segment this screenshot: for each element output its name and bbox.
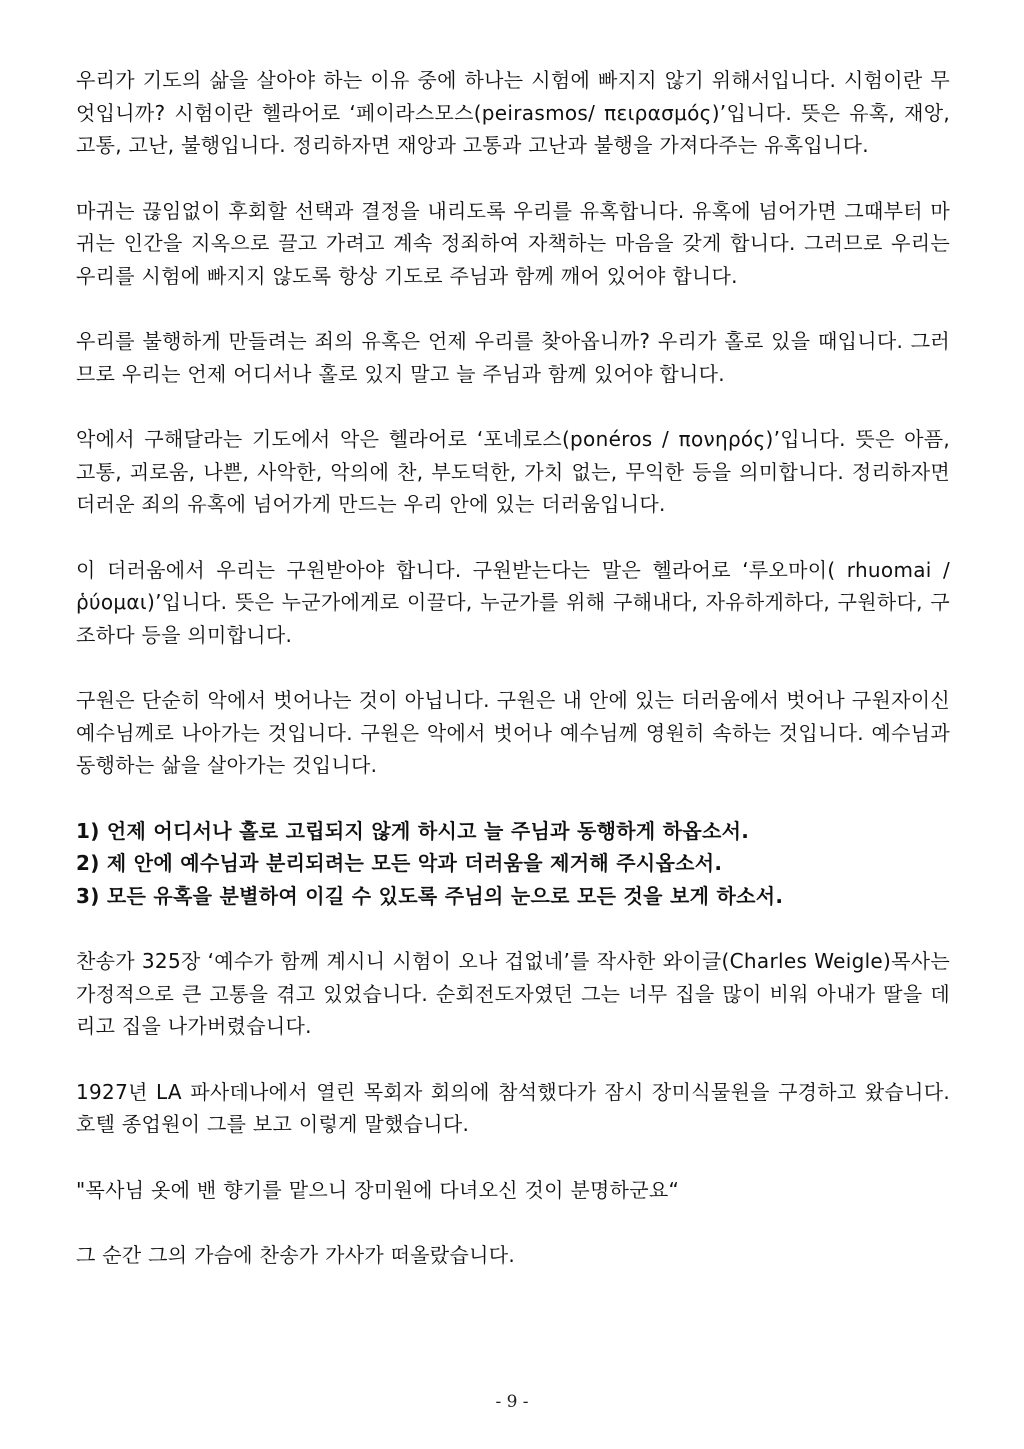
paragraph-lyrics-came: 그 순간 그의 가슴에 찬송가 가사가 떠올랐습니다. <box>76 1243 516 1267</box>
paragraph-quote: "목사님 옷에 밴 향기를 맡으니 장미원에 다녀오신 것이 분명하군요“ <box>76 1177 680 1202</box>
paragraph-salvation-definition: 이 더러움에서 우리는 구원받아야 합니다. 구원받는다는 말은 헬라어로 ‘루오마이( rhuomai / ῥύομαι)’입니다. 뜻은 누군가에게로 이끌다, 누군가를 위해 구해내다, 자유하게하다, 구원하다, 구조하다 등을 의미합니다. <box>76 557 950 647</box>
prayer-item-3: 3) 모든 유혹을 분별하여 이길 수 있도록 주님의 눈으로 모든 것을 보게 하소서. <box>76 883 784 908</box>
prayer-item-2: 2) 제 안에 예수님과 분리되려는 모든 악과 더러움을 제거해 주시옵소서. <box>76 851 723 875</box>
paragraph-when-alone: 우리를 불행하게 만들려는 죄의 유혹은 언제 우리를 찾아옵니까? 우리가 홀로 있을 때입니다. 그러므로 우리는 언제 어디서나 홀로 있지 말고 늘 주님과 함께 있어야 합니다. <box>76 329 950 386</box>
page-number: - 9 - <box>495 1392 529 1412</box>
paragraph-pasadena: 1927년 LA 파사데나에서 열린 목회자 회의에 참석했다가 잠시 장미식물원을 구경하고 왔습니다. 호텔 종업원이 그를 보고 이렇게 말했습니다. <box>76 1079 950 1136</box>
paragraph-evil-definition: 악에서 구해달라는 기도에서 악은 헬라어로 ‘포네로스(ponéros / πονηρός)’입니다. 뜻은 아픔, 고통, 괴로움, 나쁜, 사악한, 악의에 찬, 부도덕한, 가치 없는, 무익한 등을 의미합니다. 정리하자면 더러운 죄의 유혹에 넘어가게 만드는 우리 안에 있는 더러움입니다. <box>76 427 950 516</box>
paragraph-hymn-story: 찬송가 325장 ‘예수가 함께 계시니 시험이 오나 겁없네’를 작사한 와이글(Charles Weigle)목사는 가정적으로 큰 고통을 겪고 있었습니다. 순회전도자였던 그는 너무 집을 많이 비워 아내가 딸을 데리고 집을 나가버렸습니다. <box>76 949 950 1038</box>
document-body <box>76 64 950 1305</box>
prayer-list <box>76 815 950 913</box>
paragraph-devil-temptation: 마귀는 끊임없이 후회할 선택과 결정을 내리도록 우리를 유혹합니다. 유혹에 넘어가면 그때부터 마귀는 인간을 지옥으로 끌고 가려고 계속 정죄하여 자책하는 마음을 갖게 합니다. 그러므로 우리는 우리를 시험에 빠지지 않도록 항상 기도로 주님과 함께 깨어 있어야 합니다. <box>76 198 950 288</box>
prayer-item-1: 1) 언제 어디서나 홀로 고립되지 않게 하시고 늘 주님과 동행하게 하옵소서. <box>76 818 750 843</box>
paragraph-temptation-definition: 우리가 기도의 삶을 살아야 하는 이유 중에 하나는 시험에 빠지지 않기 위해서입니다. 시험이란 무엇입니까? 시험이란 헬라어로 ‘페이라스모스(peirasmos/ πειρασμός)’입니다. 뜻은 유혹, 재앙, 고통, 고난, 불행입니다. 정리하자면 재앙과 고통과 고난과 불행을 가져다주는 유혹입니다. <box>76 68 950 157</box>
paragraph-salvation-meaning: 구원은 단순히 악에서 벗어나는 것이 아닙니다. 구원은 내 안에 있는 더러움에서 벗어나 구원자이신 예수님께로 나아가는 것입니다. 구원은 악에서 벗어나 예수님께 영원히 속하는 것입니다. 예수님과 동행하는 삶을 살아가는 것입니다. <box>76 688 950 777</box>
